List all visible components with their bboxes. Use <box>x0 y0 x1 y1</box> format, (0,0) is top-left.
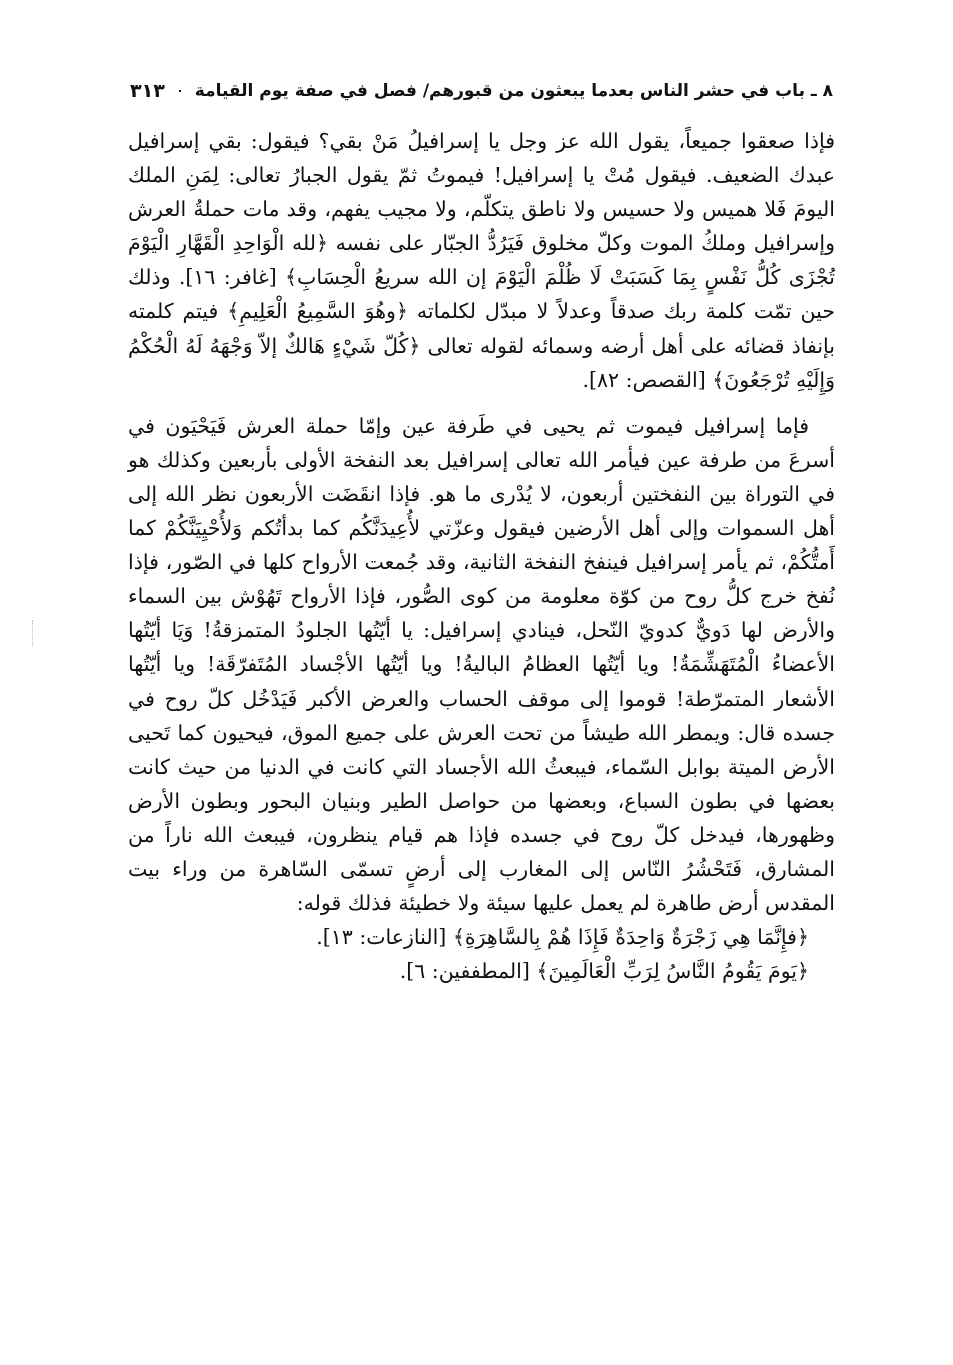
page-number: ٣١٣ <box>130 80 165 102</box>
chapter-title: ٨ ـ باب في حشر الناس بعدما يبعثون من قبورهم/ فصل في صفة يوم القيامة <box>194 81 833 101</box>
paragraph-gap <box>128 397 835 409</box>
header-rule <box>179 90 181 92</box>
quran-verse-2: ﴿يَومَ يَقُومُ النَّاسُ لِرَبِّ الْعَالَمِينَ﴾ [المطففين: ٦]. <box>399 959 809 984</box>
paragraph-1: فإذا صعقوا جميعاً، يقول الله عز وجل يا إسرافيلُ مَنْ بقي؟ فيقول: بقي إسرافيل عبدك الضعيف. فيقول مُتْ يا إسرافيل! فيموتُ ثمّ يقول الجبارُ تعالى: لِمَنِ الملك اليومَ فَلا هميس ولا حسيس ولا ناطق يتكلّم، ولا مجيب يفهم، وقد مات حملةُ العرش وإسرافيل وملكُ الموت وكلّ مخلوق فَيَرُدُّ الجبّار على نفسه ﴿لله الْوَاحِدِ الْقَهَّارِ الْيَوْمَ تُجْزَى كُلُّ نَفْسٍ بِمَا كَسَبَتْ لَا ظُلْمَ الْيَوْمَ إن الله سريعُ الْحِسَابِ﴾ [غافر: ١٦]. وذلك حين تمّت كلمة ربك صدقاً وعدلاً لا مبدّل لكلماته ﴿وهُوَ السَّمِيعُ الْعَلِيمِ﴾ فيتم كلمته بإنفاذ قضائه على أهل أرضه وسمائه لقوله تعالى ﴿كُلّ شَيْءٍ هَالكٌ إلاّ وَجْهَهُ لَهُ الْحُكْمُ وَإِلَيْهِ تُرْجَعُونَ﴾ [القصص: ٨٢]. <box>128 129 835 392</box>
page-body <box>128 124 835 988</box>
paragraph-2: فإما إسرافيل فيموت ثم يحيى في طَرفة عين وإمّا حملة العرش فَيَحْيَون في أسرعَ من طرفة عين فيأمر الله تعالى إسرافيل بعد النفخة الأولى بأربعين وكذلك هو في التوراة بين النفختين أربعون، لا يُدْرى ما هو. فإذا انقَضَت الأربعون نظر الله إلى أهل السموات وإلى أهل الأرضين فيقول وعزّتي لأُعِيدَنَّكُم كما بدأتُكم وَلأُحْيِيَنَّكُمْ كما أَمتُّكُمْ، ثم يأمر إسرافيل فينفخ النفخة الثانية، وقد جُمعت الأرواح كلها في الصّور، فإذا نُفخ خرج كلُّ روح من كوّة معلومة من كوى الصُّور، فإذا الأرواح تَهُوْش بين السماء والأرض لها دَويٌّ كدويّ النّحل، فينادي إسرافيل: يا أيّتُها الجلودُ المتمزقةُ! وَيَا أيّتُها الأعضاءُ الْمُتَهَشِّمَةُ! ويا أيّتُها العظامُ الباليةُ! ويا أيّتُها الأجْساد المُتَفرّقَة! ويا أيّتُها الأشعار المتمرّطة! قوموا إلى موقف الحساب والعرض الأكبر فَيَدْخُل كلّ روح في جسده قال: ويمطر الله طيشاً من تحت العرش على جميع الموق، فيحيون كما تَحيى الأرض الميتة بوابل السّماء، فيبعثُ الله الأجساد التي كانت في الدنيا من حيث كانت بعضها في بطون السباع، وبعضها من حواصل الطير وبنيان البحور وبطون الأرض وظهورها، فيدخل كلّ روح في جسده فإذا هم قيام ينظرون، فيبعث الله ناراً من المشارق، فَتَحْشُرُ النّاس إلى المغارب إلى أرضٍ تسمّى السّاهرة من وراء بيت المقدس أرض طاهرة لم يعمل عليها سيئة ولا خطيئة فذلك قوله: <box>128 413 835 916</box>
quran-verse-1: ﴿فإِنَّمَا هِي زَجْرَةٌ وَاحِدَةٌ فَإِذَا هُمْ بِالسَّاهِرَةِ﴾ [النازعات: ١٣]. <box>316 925 809 950</box>
running-header <box>130 74 833 108</box>
margin-mark <box>32 620 39 646</box>
